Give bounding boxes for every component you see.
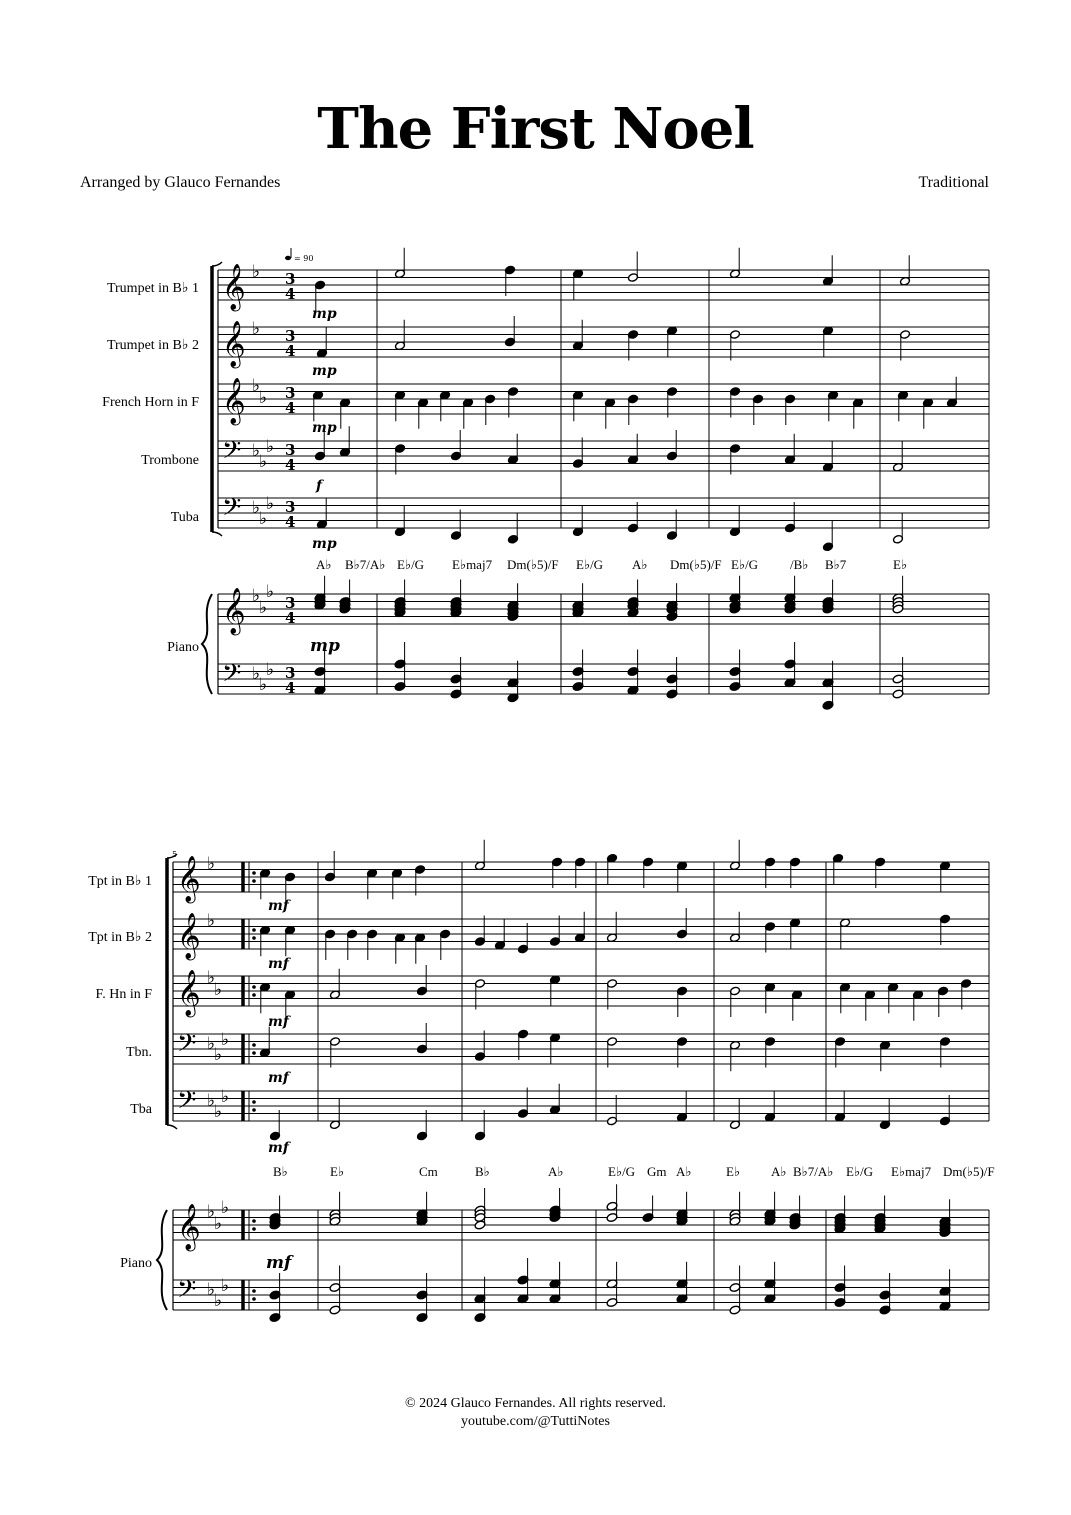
- score-title: The First Noel: [317, 96, 754, 162]
- flat-icon: ♭: [259, 452, 268, 472]
- time-signature: 4: [285, 456, 296, 474]
- chord-symbol: Dm(♭5)/F: [943, 1164, 995, 1179]
- bracket-hook: [212, 262, 222, 266]
- dynamic-marking: mf: [268, 1070, 289, 1086]
- time-signature: 3: [285, 594, 296, 612]
- composer-credit: Traditional: [918, 174, 989, 191]
- instrument-label-trombone-short: Tbn.: [125, 1045, 152, 1060]
- chord-symbol: A♭: [316, 557, 332, 572]
- time-signature: 3: [285, 270, 296, 288]
- time-signature: 4: [285, 609, 296, 627]
- treble-clef-icon: 𝄞: [222, 321, 246, 367]
- time-signature: 4: [285, 399, 296, 417]
- repeat-dot: [252, 1297, 256, 1301]
- notation-marks: [157, 248, 971, 1323]
- flat-icon: ♭: [207, 1202, 216, 1222]
- repeat-dot: [252, 1108, 256, 1112]
- piano-brace: [157, 1210, 167, 1310]
- flat-icon: ♭: [252, 376, 261, 396]
- flat-icon: ♭: [207, 1280, 216, 1300]
- page-footer: [0, 1395, 1071, 1431]
- time-signature: 4: [285, 679, 296, 697]
- flat-icon: ♭: [207, 968, 216, 988]
- instrument-label-horn-short: F. Hn in F: [95, 987, 152, 1002]
- chord-symbol: E♭maj7: [452, 557, 493, 572]
- flat-icon: ♭: [252, 586, 261, 606]
- dynamic-marking: mf: [268, 898, 289, 914]
- treble-clef-icon: 𝄞: [222, 588, 246, 634]
- repeat-dot: [252, 871, 256, 875]
- treble-clef-icon: 𝄞: [177, 856, 201, 902]
- repeat-dot: [252, 985, 256, 989]
- tempo-note-icon: [285, 256, 291, 260]
- flat-icon: ♭: [252, 319, 261, 339]
- treble-clef-icon: 𝄞: [222, 378, 246, 424]
- measure-number: 5: [172, 850, 178, 859]
- flat-icon: ♭: [221, 1276, 230, 1296]
- repeat-dot: [252, 993, 256, 997]
- bracket-hook: [212, 532, 222, 536]
- repeat-dot: [252, 1219, 256, 1223]
- flat-icon: ♭: [214, 1102, 223, 1122]
- time-signature: 4: [285, 342, 296, 360]
- instrument-label-trumpet-1: Trumpet in B♭ 1: [106, 281, 199, 296]
- tempo-text: = 90: [294, 254, 314, 263]
- dynamic-marking: f: [316, 478, 323, 494]
- chord-symbol: E♭maj7: [891, 1164, 932, 1179]
- arranger-credit: Arranged by Glauco Fernandes: [80, 174, 281, 191]
- flat-icon: ♭: [207, 854, 216, 874]
- chord-symbol: E♭: [330, 1164, 345, 1179]
- flat-icon: ♭: [252, 441, 261, 461]
- dynamic-marking: mp: [312, 536, 337, 552]
- flat-icon: ♭: [252, 498, 261, 518]
- chord-symbol: Dm(♭5)/F: [670, 557, 722, 572]
- time-signature: 3: [285, 384, 296, 402]
- chord-symbol: Dm(♭5)/F: [507, 557, 559, 572]
- chord-symbol: E♭/G: [397, 557, 425, 572]
- flat-icon: ♭: [252, 262, 261, 282]
- chord-symbol: A♭: [632, 557, 648, 572]
- repeat-dot: [252, 1100, 256, 1104]
- instrument-label-tuba-short: Tba: [130, 1102, 152, 1117]
- time-signature: 3: [285, 327, 296, 345]
- flat-icon: ♭: [207, 1034, 216, 1054]
- chord-symbol: E♭/G: [608, 1164, 636, 1179]
- chord-symbol: Cm: [419, 1164, 438, 1179]
- chord-symbol: A♭: [771, 1164, 787, 1179]
- copyright-notice: © 2024 Glauco Fernandes. All rights reserved.: [404, 1396, 667, 1411]
- flat-icon: ♭: [266, 494, 275, 514]
- repeat-dot: [252, 1227, 256, 1231]
- chord-symbol: B♭7/A♭: [345, 557, 386, 572]
- chord-symbol: E♭: [726, 1164, 741, 1179]
- instrument-label-piano: Piano: [167, 640, 199, 655]
- flat-icon: ♭: [214, 1045, 223, 1065]
- chord-symbol: B♭: [475, 1164, 490, 1179]
- bass-clef-icon: 𝄢: [177, 1029, 197, 1064]
- chord-symbol: B♭: [273, 1164, 288, 1179]
- flat-icon: ♭: [259, 388, 268, 408]
- chord-symbol: Gm: [647, 1164, 667, 1179]
- repeat-dot: [252, 1043, 256, 1047]
- instrument-label-tuba: Tuba: [170, 510, 199, 525]
- time-signature: 4: [285, 513, 296, 531]
- chord-symbols-system-1: [316, 557, 907, 572]
- chord-symbol: E♭/G: [846, 1164, 874, 1179]
- dynamic-marking: mp: [312, 363, 337, 379]
- bass-clef-icon: 𝄢: [177, 1275, 197, 1310]
- dynamic-marking: mf: [268, 956, 289, 972]
- flat-icon: ♭: [221, 1198, 230, 1218]
- dynamic-marking: mp: [312, 420, 337, 436]
- bass-clef-icon: 𝄢: [222, 436, 242, 471]
- chord-symbol: B♭7: [825, 557, 847, 572]
- instrument-label-trombone: Trombone: [141, 453, 199, 468]
- chord-symbol: E♭: [893, 557, 908, 572]
- flat-icon: ♭: [266, 582, 275, 602]
- instrument-label-trumpet-2: Trumpet in B♭ 2: [106, 338, 199, 353]
- instrument-label-trumpet-2-short: Tpt in B♭ 2: [88, 930, 152, 945]
- chord-symbol: /B♭: [790, 557, 809, 572]
- bass-clef-icon: 𝄢: [177, 1086, 197, 1121]
- flat-icon: ♭: [266, 660, 275, 680]
- chord-symbol: B♭7/A♭: [793, 1164, 834, 1179]
- bass-clef-icon: 𝄢: [222, 659, 242, 694]
- repeat-dot: [252, 928, 256, 932]
- dynamic-marking: mf: [268, 1014, 289, 1030]
- repeat-dot: [252, 936, 256, 940]
- dynamic-marking: mf: [266, 1253, 292, 1273]
- instrument-label-piano-2: Piano: [120, 1256, 152, 1271]
- flat-icon: ♭: [207, 1091, 216, 1111]
- bracket-hook: [167, 1125, 177, 1129]
- bass-clef-icon: 𝄢: [222, 493, 242, 528]
- chord-symbol: E♭/G: [576, 557, 604, 572]
- instrument-label-trumpet-1-short: Tpt in B♭ 1: [88, 874, 152, 889]
- flat-icon: ♭: [252, 664, 261, 684]
- flat-icon: ♭: [214, 1291, 223, 1311]
- flat-icon: ♭: [207, 911, 216, 931]
- time-signature: 4: [285, 285, 296, 303]
- time-signature: 3: [285, 498, 296, 516]
- repeat-dot: [252, 1289, 256, 1293]
- treble-clef-icon: 𝄞: [177, 1204, 201, 1250]
- repeat-dot: [252, 1051, 256, 1055]
- flat-icon: ♭: [214, 980, 223, 1000]
- channel-link: youtube.com/@TuttiNotes: [461, 1414, 610, 1429]
- chord-symbol: A♭: [548, 1164, 564, 1179]
- time-signature: 3: [285, 664, 296, 682]
- treble-clef-icon: 𝄞: [177, 970, 201, 1016]
- flat-icon: ♭: [259, 509, 268, 529]
- chord-symbol: E♭/G: [731, 557, 759, 572]
- chord-symbols-system-2: [273, 1164, 995, 1179]
- flat-icon: ♭: [259, 598, 268, 618]
- dynamic-marking: mf: [268, 1140, 289, 1156]
- flat-icon: ♭: [259, 675, 268, 695]
- time-signature: 3: [285, 441, 296, 459]
- instrument-label-horn: French Horn in F: [102, 395, 199, 410]
- dynamic-marking: mp: [310, 636, 340, 656]
- flat-icon: ♭: [266, 437, 275, 457]
- chord-symbol: A♭: [676, 1164, 692, 1179]
- treble-clef-icon: 𝄞: [177, 913, 201, 959]
- treble-clef-icon: 𝄞: [222, 264, 246, 310]
- repeat-dot: [252, 879, 256, 883]
- dynamic-marking: mp: [312, 306, 337, 322]
- piano-brace: [202, 594, 212, 694]
- tempo-marking: [285, 248, 313, 263]
- flat-icon: ♭: [221, 1030, 230, 1050]
- flat-icon: ♭: [214, 1214, 223, 1234]
- flat-icon: ♭: [221, 1087, 230, 1107]
